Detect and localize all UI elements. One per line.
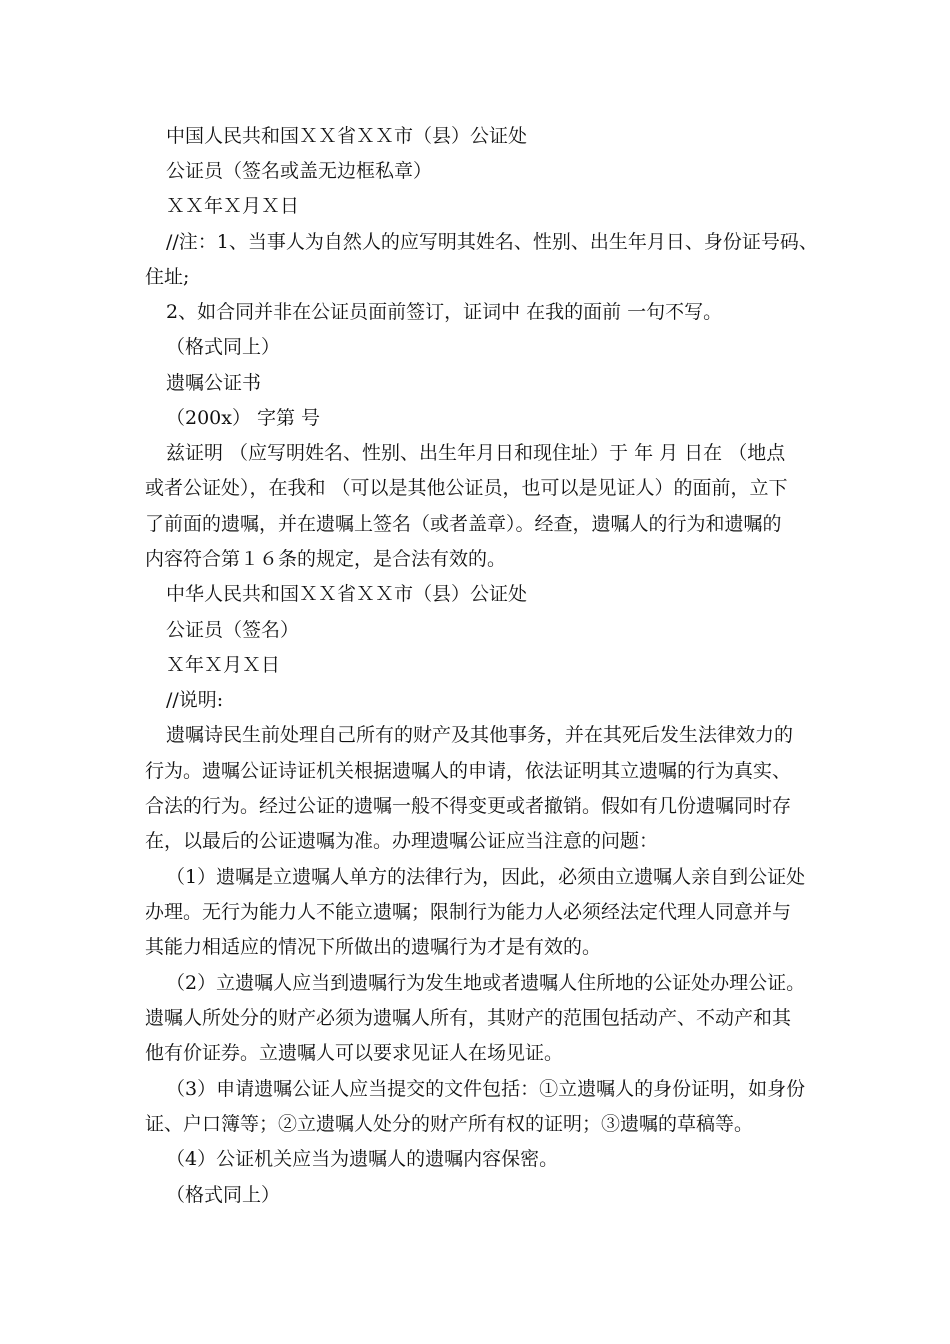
paragraph-line: 了前面的遗嘱，并在遗嘱上签名（或者盖章）。经查，遗嘱人的行为和遗嘱的 [145, 513, 782, 535]
paragraph-line: 或者公证处），在我和 （可以是其他公证员，也可以是见证人）的面前，立下 [145, 477, 788, 499]
list-item-line: （1）遗嘱是立遗嘱人单方的法律行为，因此，必须由立遗嘱人亲自到公证处 [166, 866, 806, 888]
notary-signature-line: 公证员（签名） [166, 619, 300, 641]
list-item-line: （4）公证机关应当为遗嘱人的遗嘱内容保密。 [166, 1148, 559, 1170]
note-line: 住址; [145, 266, 190, 288]
list-item-line: 办理。无行为能力人不能立遗嘱；限制行为能力人必须经法定代理人同意并与 [145, 901, 792, 923]
section-title: 遗嘱公证书 [166, 372, 262, 394]
list-item-line: 遗嘱人所处分的财产必须为遗嘱人所有，其财产的范围包括动产、不动产和其 [145, 1007, 792, 1029]
date-line: Ｘ年Ｘ月Ｘ日 [166, 654, 281, 676]
document-number: （200x） 字第 号 [166, 407, 321, 429]
paragraph-line: 兹证明 （应写明姓名、性别、出生年月日和现住址）于 年 月 日在 （地点 [166, 442, 786, 464]
date-line: ＸＸ年Ｘ月Ｘ日 [166, 195, 300, 217]
paragraph-line: 在，以最后的公证遗嘱为准。办理遗嘱公证应当注意的问题： [145, 830, 659, 852]
note-line: //注：1、当事人为自然人的应写明其姓名、性别、出生年月日、身份证号码、 [166, 231, 818, 253]
paragraph-line: 行为。遗嘱公证诗证机关根据遗嘱人的申请，依法证明其立遗嘱的行为真实、 [145, 760, 792, 782]
list-item-line: 其能力相适应的情况下所做出的遗嘱行为才是有效的。 [145, 936, 602, 958]
notary-office-line: 中华人民共和国ＸＸ省ＸＸ市（县）公证处 [166, 583, 528, 605]
paragraph-line: 合法的行为。经过公证的遗嘱一般不得变更或者撤销。假如有几份遗嘱同时存 [145, 795, 792, 817]
notary-signature-line: 公证员（签名或盖无边框私章） [166, 160, 433, 182]
list-item-line: （2）立遗嘱人应当到遗嘱行为发生地或者遗嘱人住所地的公证处办理公证。 [166, 972, 806, 994]
list-item-line: 证、户口簿等；②立遗嘱人处分的财产所有权的证明；③遗嘱的草稿等。 [145, 1113, 754, 1135]
explanation-heading: //说明: [166, 689, 224, 711]
note-line: 2、如合同并非在公证员面前签订，证词中 在我的面前 一句不写。 [166, 301, 723, 323]
paragraph-line: 遗嘱诗民生前处理自己所有的财产及其他事务，并在其死后发生法律效力的 [166, 724, 794, 746]
list-item-line: 他有价证券。立遗嘱人可以要求见证人在场见证。 [145, 1042, 564, 1064]
list-item-line: （3）申请遗嘱公证人应当提交的文件包括：①立遗嘱人的身份证明，如身份 [166, 1078, 806, 1100]
notary-office-line: 中国人民共和国ＸＸ省ＸＸ市（县）公证处 [166, 125, 528, 147]
format-note: （格式同上） [166, 336, 281, 358]
paragraph-line: 内容符合第１６条的规定，是合法有效的。 [145, 548, 507, 570]
format-note: （格式同上） [166, 1184, 281, 1206]
